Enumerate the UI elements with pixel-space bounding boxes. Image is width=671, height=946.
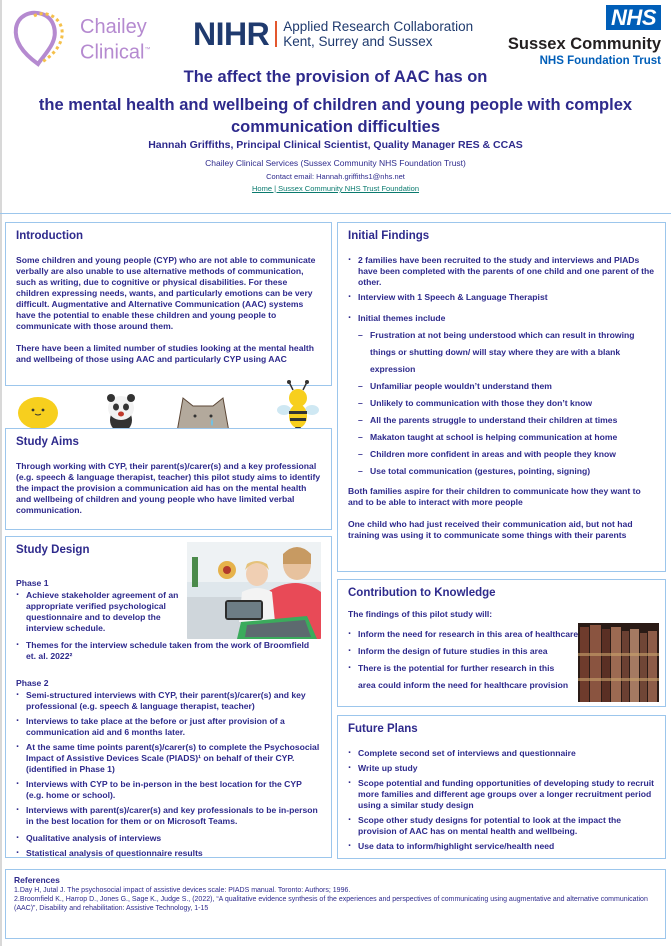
study-aims-text: Through working with CYP, their parent(s)/carer(s) and a key professional (e.g. speech & language therapist, teacher) this pilot study aims to identify the impact the provision a communication aid has on the mental health and wellbeing of children and young people who have limited verbal communication. xyxy=(16,461,321,515)
finding-item: · 2 families have been recruited to the study and interviews and PIADs have been completed with the parents of one child and one parent of the other. xyxy=(348,255,655,288)
study-aims-heading: Study Aims xyxy=(16,436,79,448)
chailey-clinical-logo xyxy=(8,6,158,68)
findings-paragraph-2: One child who had just received their communication aid, but not had training was using it to communicate some things with their parents xyxy=(348,519,633,540)
phase-2-label: Phase 2 xyxy=(16,678,49,688)
contribution-item: · There is the potential for further research in this area could inform the need for healthcare provision xyxy=(348,660,573,694)
finding-item xyxy=(348,313,655,480)
theme-item: – Frustration at not being understood which can result in throwing things or shutting down/ will stay where they are with a blank expression xyxy=(358,327,655,378)
nihr-logo xyxy=(193,14,473,54)
future-plans-heading: Future Plans xyxy=(348,723,418,735)
chailey-line1: Chailey xyxy=(80,16,147,38)
contribution-item: · Inform the need for research in this area of healthcare xyxy=(348,626,655,643)
nihr-line2: Kent, Surrey and Sussex xyxy=(283,34,433,49)
phase-2-item: · Interviews with parent(s)/carer(s) and key professionals to be in-person in the best location for them or on Microsoft Teams. xyxy=(16,805,321,827)
books-photo xyxy=(578,623,659,702)
trust-home-link[interactable]: Home | Sussex Community NHS Trust Foundation xyxy=(251,184,419,193)
contribution-intro: The findings of this pilot study will: xyxy=(348,609,493,619)
themes-list xyxy=(358,327,655,480)
child-using-tablet-photo xyxy=(187,542,321,639)
chailey-line2: Clinical xyxy=(80,41,145,64)
poster-title-line1: The affect the provision of AAC has on xyxy=(183,68,488,86)
theme-item: – Unlikely to communication with those they don’t know xyxy=(358,395,655,412)
contribution-item: · Inform the design of future studies in this area xyxy=(348,643,655,660)
theme-item: – Unfamiliar people wouldn’t understand them xyxy=(358,378,655,395)
finding-item: · Interview with 1 Speech & Language Therapist xyxy=(348,292,655,303)
contact-email: Contact email: Hannah.griffiths1@nhs.net xyxy=(266,172,405,181)
nhs-badge: NHS xyxy=(606,5,661,30)
affiliation: Chailey Clinical Services (Sussex Community NHS Foundation Trust) xyxy=(205,158,466,168)
phase-2-item: · Statistical analysis of questionnaire results xyxy=(16,848,321,859)
references-heading: References xyxy=(14,875,60,885)
future-plan-item: · Complete second set of interviews and questionnaire xyxy=(348,748,655,759)
introduction-panel xyxy=(5,222,332,386)
nihr-line1: Applied Research Collaboration xyxy=(283,19,474,34)
poster-title-line2: the mental health and wellbeing of children and young people with complex communication difficulties xyxy=(38,96,633,136)
nhs-foundation-label: NHS Foundation Trust xyxy=(539,55,661,67)
phase-1-label: Phase 1 xyxy=(16,578,49,588)
poster-header xyxy=(0,0,671,214)
findings-paragraph-1: Both families aspire for their children to communicate how they want to and to be able to interact with more people xyxy=(348,486,641,507)
future-plans-panel xyxy=(337,715,666,859)
nihr-mark: NIHR xyxy=(193,15,270,52)
future-plan-item: · Scope other study designs for potential to look at the impact the provision of AAC has on mental health and wellbeing. xyxy=(348,815,655,837)
phase-2-item: · Interviews to take place at the before or just after provision of a communication aid and 6 months later. xyxy=(16,716,321,738)
contribution-heading: Contribution to Knowledge xyxy=(348,587,496,599)
reference-item: 1.Day H, Jutal J. The psychosocial impact of assistive devices scale: PIADS manual. Toronto: Authors; 1996. xyxy=(14,887,351,894)
reference-item: 2.Broomfield K., Harrop D., Jones G., Sage K., Judge S., (2022), “A qualitative evidence synthesis of the experiences and perspectives of communicating using augmentative and alternative communication (AAC)”, Disability and rehabilitation: Assistive Technology, 1-15 xyxy=(14,896,648,912)
future-plan-item: · Write up study xyxy=(348,763,655,774)
phase-2-item: · Semi-structured interviews with CYP, their parent(s)/carer(s) and key professional (e.g. speech & language therapist, teacher) xyxy=(16,690,321,712)
study-design-heading: Study Design xyxy=(16,544,90,556)
references-panel xyxy=(5,869,666,939)
future-plan-item: · Scope potential and funding opportunities of developing study to recruit more families and different age groups over a longer recruitment period using a similar study design xyxy=(348,778,655,811)
phase-2-item: · At the same time points parent(s)/carer(s) to complete the Psychosocial Impact of Assistive Devices Scale (PIADS)¹ on behalf of their CYP. (identified in Phase 1) xyxy=(16,742,321,775)
phase-2-item: · Interviews with CYP to be in-person in the best location for the CYP (e.g. home or school). xyxy=(16,779,321,801)
nhs-trust-logo xyxy=(508,5,661,68)
author-line: Hannah Griffiths, Principal Clinical Scientist, Quality Manager RES & CCAS xyxy=(148,139,523,151)
trademark: ™ xyxy=(144,47,151,53)
phase-1-item: · Achieve stakeholder agreement of an appropriate verified psychological questionnaire and to develop the interview schedule. xyxy=(16,590,186,634)
chailey-pin-icon xyxy=(8,6,72,68)
nhs-trust-name: Sussex Community xyxy=(507,35,661,53)
introduction-paragraph-2: There have been a limited number of studies looking at the mental health and wellbeing of those using AAC and particularly CYP using AAC xyxy=(16,343,314,364)
theme-item: – All the parents struggle to understand their children at times xyxy=(358,412,655,429)
study-aims-panel xyxy=(5,428,332,530)
phase-1-item: · Themes for the interview schedule taken from the work of Broomfield et. al. 2022² xyxy=(16,640,321,662)
theme-item: – Use total communication (gestures, pointing, signing) xyxy=(358,463,655,480)
initial-findings-heading: Initial Findings xyxy=(348,230,430,242)
themes-intro: Initial themes include xyxy=(358,313,446,323)
future-plan-item: · Use data to inform/highlight service/health need xyxy=(348,841,655,852)
happy-lemon-icon xyxy=(16,394,60,430)
theme-item: – Children more confident in areas and with people they know xyxy=(358,446,655,463)
nihr-divider xyxy=(275,21,277,47)
phase-2-item: · Qualitative analysis of interviews xyxy=(16,833,321,844)
initial-findings-panel xyxy=(337,222,666,572)
crying-cat-icon xyxy=(173,392,233,432)
introduction-heading: Introduction xyxy=(16,230,84,242)
introduction-paragraph-1: Some children and young people (CYP) who are not able to communicate verbally are also unable to use alternative methods of communication, such as writing, due to cognitive or physical disabilities. For these children expressing needs, wants, and particularly emotions can be very difficult. Augmentative and Alternative Communication (AAC) systems have the potential to enable these children and young people to communicate with those around them. xyxy=(16,255,316,331)
theme-item: – Makaton taught at school is helping communication at home xyxy=(358,429,655,446)
